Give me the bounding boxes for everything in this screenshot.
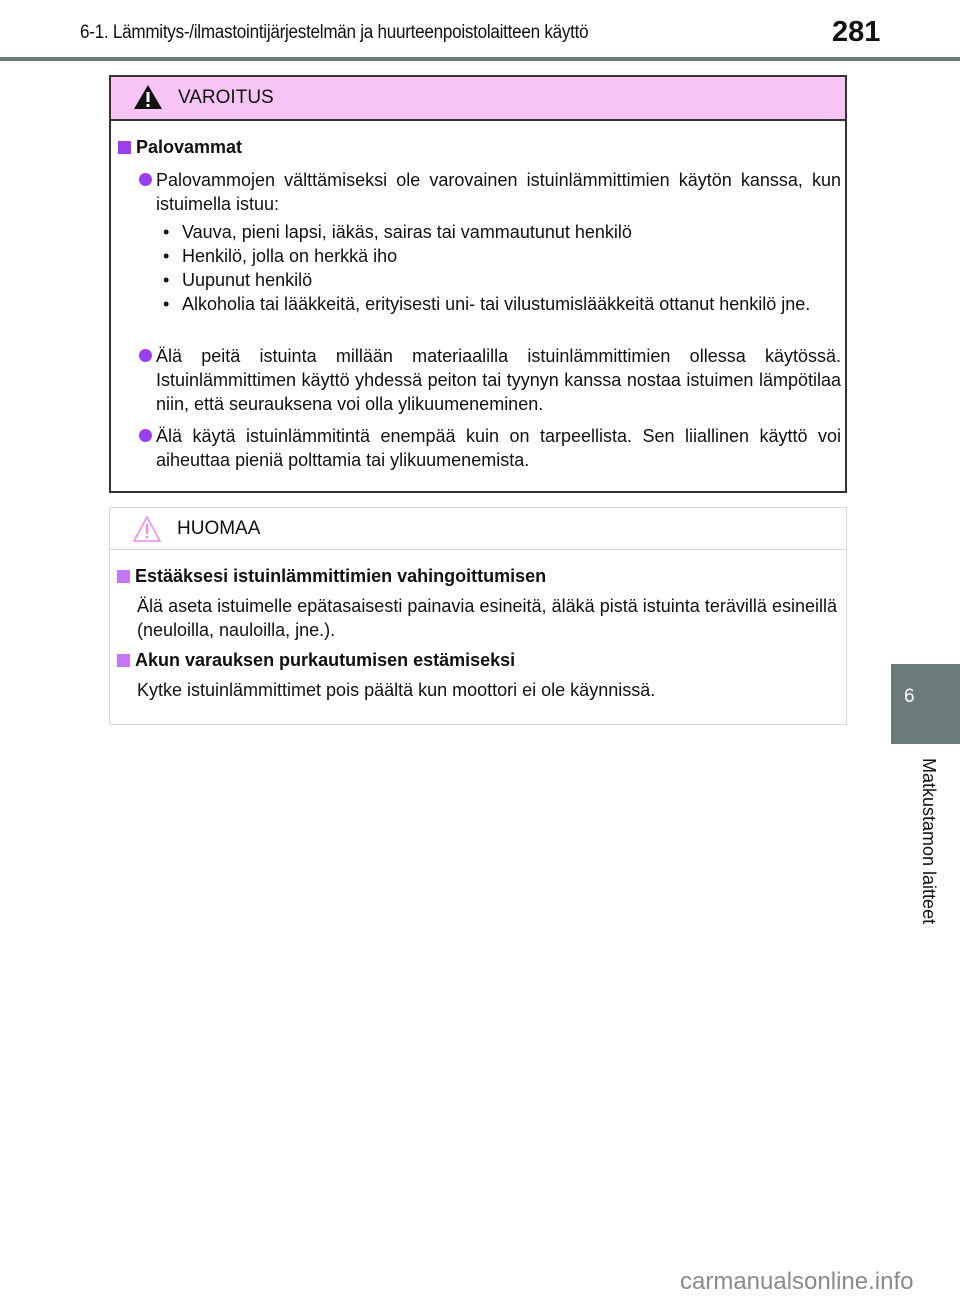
chapter-label: Matkustamon laitteet xyxy=(919,758,939,925)
notice-text: Älä aseta istuimelle epätasaisesti painavia esineitä, äläkä pistä istuinta terävillä esineillä (neuloilla, nauloilla, jne.). xyxy=(137,596,837,640)
warning-label: VAROITUS xyxy=(178,87,274,108)
section-heading: Akun varauksen purkautumisen estämiseksi xyxy=(117,650,515,671)
circle-bullet-icon xyxy=(139,429,152,442)
page-header-title: 6-1. Lämmitys-/ilmastointijärjestelmän ja huurteenpoistolaitteen käyttö xyxy=(80,22,589,43)
square-bullet-icon xyxy=(117,654,130,667)
list-item: • Uupunut henkilö xyxy=(161,268,841,292)
section-heading: Estääksesi istuinlämmittimien vahingoittumisen xyxy=(117,566,546,587)
square-bullet-icon xyxy=(118,141,131,154)
chapter-tab[interactable] xyxy=(891,664,960,744)
list-item: • Vauva, pieni lapsi, iäkäs, sairas tai vammautunut henkilö xyxy=(161,220,841,244)
warning-box-header xyxy=(111,77,845,121)
square-bullet-icon xyxy=(117,570,130,583)
section-heading: Palovammat xyxy=(118,137,242,158)
list-item: • Alkoholia tai lääkkeitä, erityisesti uni- tai vilustumislääkkeitä ottanut henkilö jne. xyxy=(161,292,841,316)
notice-box-header xyxy=(110,508,846,550)
notice-label: HUOMAA xyxy=(177,518,261,539)
notice-box xyxy=(109,507,847,725)
list-item: • Henkilö, jolla on herkkä iho xyxy=(161,244,841,268)
warning-item: Älä käytä istuinlämmitintä enempää kuin on tarpeellista. Sen liiallinen käyttö voi aiheuttaa pieniä polttamia tai ylikuumenemista. xyxy=(156,424,841,472)
notice-text: Kytke istuinlämmittimet pois päältä kun moottori ei ole käynnissä. xyxy=(137,680,656,700)
warning-box xyxy=(109,75,847,493)
warning-item: Älä peitä istuinta millään materiaalilla istuinlämmittimien ollessa käytössä. Istuinlämmittimen käyttö yhdessä peiton tai tyynyn kanssa nostaa istuimen lämpötilaa niin, että seurauksena voi olla ylikuumeneminen. xyxy=(156,344,841,416)
watermark: carmanualsonline.info xyxy=(680,1268,914,1295)
chapter-number: 6 xyxy=(904,686,915,707)
warning-triangle-icon xyxy=(133,84,163,110)
bullet-list xyxy=(161,220,841,316)
warning-item: Palovammojen välttämiseksi ole varovainen istuinlämmittimien käytön kanssa, kun istuimella istuu: xyxy=(156,168,841,216)
circle-bullet-icon xyxy=(139,349,152,362)
caution-triangle-icon xyxy=(132,515,162,543)
circle-bullet-icon xyxy=(139,173,152,186)
header-rule xyxy=(0,57,960,61)
page-number: 281 xyxy=(832,16,881,48)
